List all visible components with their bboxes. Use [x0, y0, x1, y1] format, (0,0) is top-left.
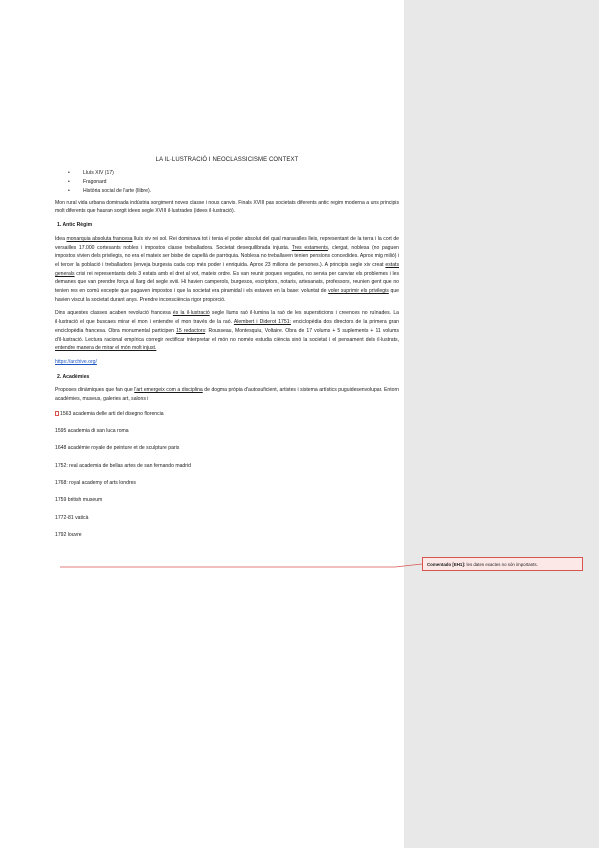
comments-margin-pane	[404, 0, 599, 848]
bullet-icon: •	[68, 169, 70, 176]
date-line: 1768: royal academy of arts londres	[55, 479, 136, 486]
bullet-list	[55, 169, 399, 196]
date-line: 1772-81 vaticà	[55, 514, 89, 521]
comment-text: les dates exactes no són importants.	[466, 562, 538, 567]
date-line: 1648 académie royale de peinture et de sculpture paris	[55, 445, 180, 452]
date-line: 1792 louvre	[55, 531, 82, 538]
date-line: 1759 british museum	[55, 497, 103, 504]
list-item: • Lluís XIV (17)	[68, 169, 114, 176]
date-line: 1752: real academia de bellas artes de san fernando madrid	[55, 462, 191, 469]
archive-link-line	[55, 358, 399, 367]
illustracio-paragraph: Dins aquestes classes acaben revolució francesa és la il·lustració segle llums raó il·lumina la raó de les supersticions i creences no ruïnades. La il·lustració el que buscaes mirar el mon i entendre el mon través de la raó. Alembert i Diderot 1751: enciclopèdia dos directors de la primera gran enciclopèdia francesa. Obra monumental participen 15 redactors: Rousseau, Montesquiu, Voltaire. Obra de 17 volums + 5 suplements + 11 volums d'il·lustració. Lectura racional empírica corregir rectificar interpretar el món no només estudia ciència sinó la societat i el pensament dels il·lustrats, entendre manera de mirar el món molt injust.	[55, 310, 400, 352]
section-heading-academies: 2. Acadèmies	[57, 373, 90, 380]
archive-link[interactable]: https://archive.org/	[55, 358, 97, 365]
academies-paragraph: Proposes dinàmiques que fan que l'art emergeix com a disciplina de dogma pròpia d'autosuficient, artistes i sistema artístics puguidesenvolupar. Entorn acadèmies, museus, galeries art, salons i	[55, 387, 399, 403]
bullet-icon: •	[68, 178, 70, 185]
intro-paragraph: Mon rural vida urbana dominada indústria sorgiment noves classe i nous canvis. Finals XVIII pas societats diferents antic regim moderna a uns principis molt diferents que hauran sorgit idees segle XVIII il·lustrades (idees il·lustració).	[55, 199, 399, 215]
comment-anchor-icon[interactable]	[55, 411, 59, 416]
date-line: 1595 academia di san luca roma	[55, 428, 129, 435]
date-line-commented: 1563 academia delle arti del disegno florencia	[55, 410, 399, 419]
list-item: • Fragonard	[68, 178, 107, 185]
bullet-icon: •	[68, 187, 70, 194]
antic-regim-paragraph: Idea monarquia absoluta francesa lluís xiv rei sol. Rei dominava tot i tenia el poder absolut del qual maravalles lleis, representant de la terra i la cort de versailles 17.000 cortesants nobles i impostos classe treballadora. Societat desequilibrada injusta. Tres estaments, clergat, noblesa (no paguen impostos vivien dels privilegis, no era el mateix ser bisbe de capellà de parròquia. Noblesa no treballaven tenien pensions concedides. Aprox mig milió) i el tercer la població i treballadors (enveja burgesia cada cop més poder i enriquida. Aprox 23 milions de persones.). A principis segle xiv creat estats generals crisi rei representants dels 3 estats amb el dret al vot, mateix ordre. Es van reunir poques vegades, no servia per canviar els problemes i les demanes que van prendre força al llarg del segle xviii. Hi havien camperols, burgesos, escriptors, notaris, artesanats, professors, reunien gent que no tenien res en comú excepte que pagaven impostos i que la societat era piramidal i els estaven en la base: voluntat de voler suprimir els privilegis que havien viscut la societat durant anys. Prendre inconsciència rigor proporció.	[55, 235, 399, 303]
section-heading-antic-regim: 1. Antic Règim	[57, 222, 93, 229]
list-item: • Història social de l'arte (llibre).	[68, 187, 152, 194]
document-title: LA IL·LUSTRACIÓ I NEOCLASSICISME CONTEXT	[155, 157, 299, 163]
document-body[interactable]	[55, 156, 399, 548]
comment-balloon[interactable]	[422, 557, 583, 571]
comment-author: Comentado [EH1]:	[427, 562, 466, 567]
